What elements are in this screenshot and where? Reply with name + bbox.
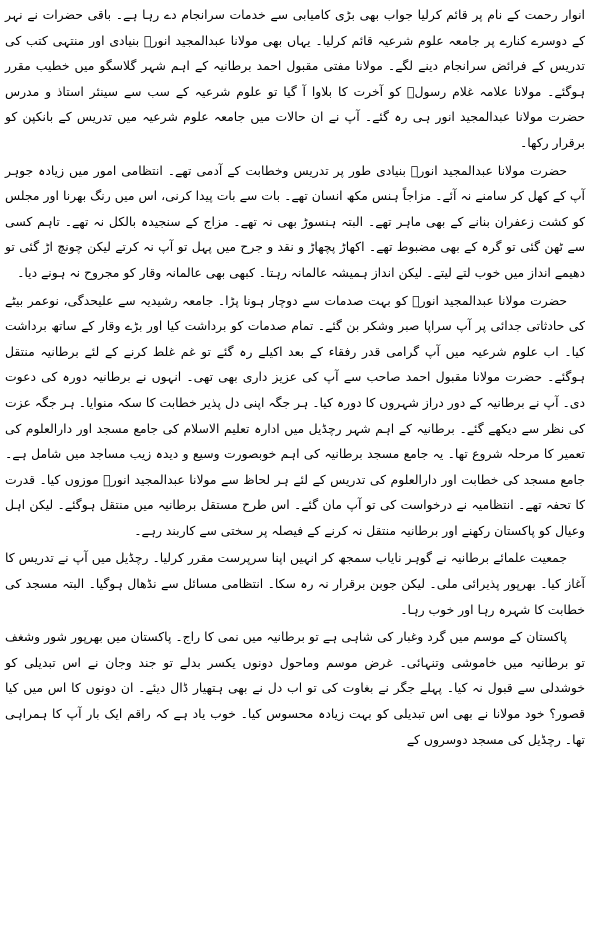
paragraph-temperament: حضرت مولانا عبدالمجید انورؒ بنیادی طور پر تدریس وخطابت کے آدمی تھے۔ انتظامی امور میں زیادہ جوہر آپ کے کھل کر سامنے نہ آئے۔ مزاجاً ہنس مکھ انسان تھے۔ بات سے بات پیدا کرنی، اس میں رنگ بھرنا اور مجلس کو کشت زعفران بنانے کے بھی ماہر تھے۔ البتہ ہنسوڑ بھی نہ تھے۔ مزاج کے سنجیدہ بالکل نہ تھے۔ تاہم کسی سے ٹھن گئی تو گرہ کے بھی مضبوط تھے۔ اکھاڑ پچھاڑ و نقد و جرح میں پہل تو آپ نہ کرتے لیکن چونچ اڑ گئی تو دھیمے انداز میں خوب لتے لیتے۔ لیکن انداز ہمیشہ عالمانہ رہتا۔ کبھی بھی عالمانہ وقار کو مجروح نہ ہونے دیا۔ (5, 162, 585, 280)
paragraph-jamiat-patron: جمعیت علمائے برطانیہ نے گوہر نایاب سمجھ کر انہیں اپنا سرپرست مقرر کرلیا۔ رچڈیل میں آپ نے تدریس کا آغاز کیا۔ بھرپور پذیرائی ملی۔ لیکن جوبن برقرار نہ رہ سکا۔ انتظامی مسائل سے نڈھال ہوگیا۔ البتہ مسجد کی خطابت کا شہرہ رہا اور خوب رہا۔ (5, 550, 585, 617)
paragraph-madrasa-founding: انوار رحمت کے نام پر قائم کرلیا جواب بھی بڑی کامیابی سے خدمات سرانجام دے رہا ہے۔ باقی حضرات نے نہر کے دوسرے کنارے پر جامعہ علوم شرعیہ قائم کرلیا۔ یہاں بھی مولانا عبدالمجید انورؒ بنیادی اور منتہی کتب کی تدریس کے فرائض سرانجام دینے لگے۔ مولانا مفتی مقبول احمد برطانیہ کے اہم شہر گلاسگو میں خطیب مقرر ہوگئے۔ مولانا علامہ غلام رسولؒ کو آخرت کا بلاوا آ گیا تو علوم شرعیہ کے سب سے سینئر استاذ و مدرس حضرت مولانا عبدالمجید انور ہی رہ گئے۔ آپ نے ان حالات میں جامعہ علوم شرعیہ میں تدریس کے بانکپن کو برقرار رکھا۔ (5, 7, 585, 150)
paragraph-climate-health: پاکستان کے موسم میں گرد وغبار کی شاہی ہے تو برطانیہ میں نمی کا راج۔ پاکستان میں بھرپور شور وشغف تو برطانیہ میں خاموشی وتنہائی۔ غرض موسم وماحول دونوں یکسر بدلے تو جند وجان نے اس تبدیلی کو خوشدلی سے قبول نہ کیا۔ پہلے جگر نے بغاوت کی تو اب دل نے بھی ہتھیار ڈال دیئے۔ ان دونوں کا اس میں کیا قصور؟ خود مولانا نے بھی اس تبدیلی کو بہت زیادہ محسوس کیا۔ خوب یاد ہے کہ راقم ایک بار آپ کا ہمراہی تھا۔ رچڈیل کی مسجد دوسروں کے (5, 629, 585, 747)
paragraph-move-to-britain: حضرت مولانا عبدالمجید انورؒ کو بہت صدمات سے دوچار ہونا پڑا۔ جامعہ رشیدیہ سے علیحدگی، نوعمر بیٹے کی حادثاتی جدائی پر آپ سراپا صبر وشکر بن گئے۔ تمام صدمات کو برداشت کیا اور بڑے وقار کے ساتھ برداشت کیا۔ اب علوم شرعیہ میں آپ گرامی قدر رفقاء کے بعد اکیلے رہ گئے تو غم غلط کرنے کے لئے برطانیہ منتقل ہوگئے۔ حضرت مولانا مقبول احمد صاحب سے آپ کی عزیز داری بھی تھی۔ انہوں نے برطانیہ دورہ کی دعوت دی۔ آپ نے برطانیہ کے دور دراز شہروں کا دورہ کیا۔ ہر جگہ اپنی دل پذیر خطابت کا سکہ منوایا۔ ہر جگہ عزت کی نظر سے دیکھے گئے۔ برطانیہ کے اہم شہر رچڈیل میں ادارہ تعلیم الاسلام کی جامع مسجد اور دارالعلوم کی تعمیر کا مرحلہ شروع تھا۔ یہ جامع مسجد برطانیہ کی اہم خوبصورت وسیع و دیدہ زیب مساجد میں شامل ہے۔ جامع مسجد کی خطابت اور دارالعلوم کی تدریس کے لئے ہر لحاظ سے مولانا عبدالمجید انورؒ موزوں کیا۔ قدرت کا تحفہ تھے۔ انتظامیہ نے درخواست کی تو آپ مان گئے۔ اس طرح مستقل برطانیہ میں منتقل ہوگئے۔ لیکن اہل وعیال کو پاکستان رکھنے اور برطانیہ منتقل نہ کرنے کے فیصلہ پر سختی سے کاربند رہے۔ (5, 292, 585, 538)
